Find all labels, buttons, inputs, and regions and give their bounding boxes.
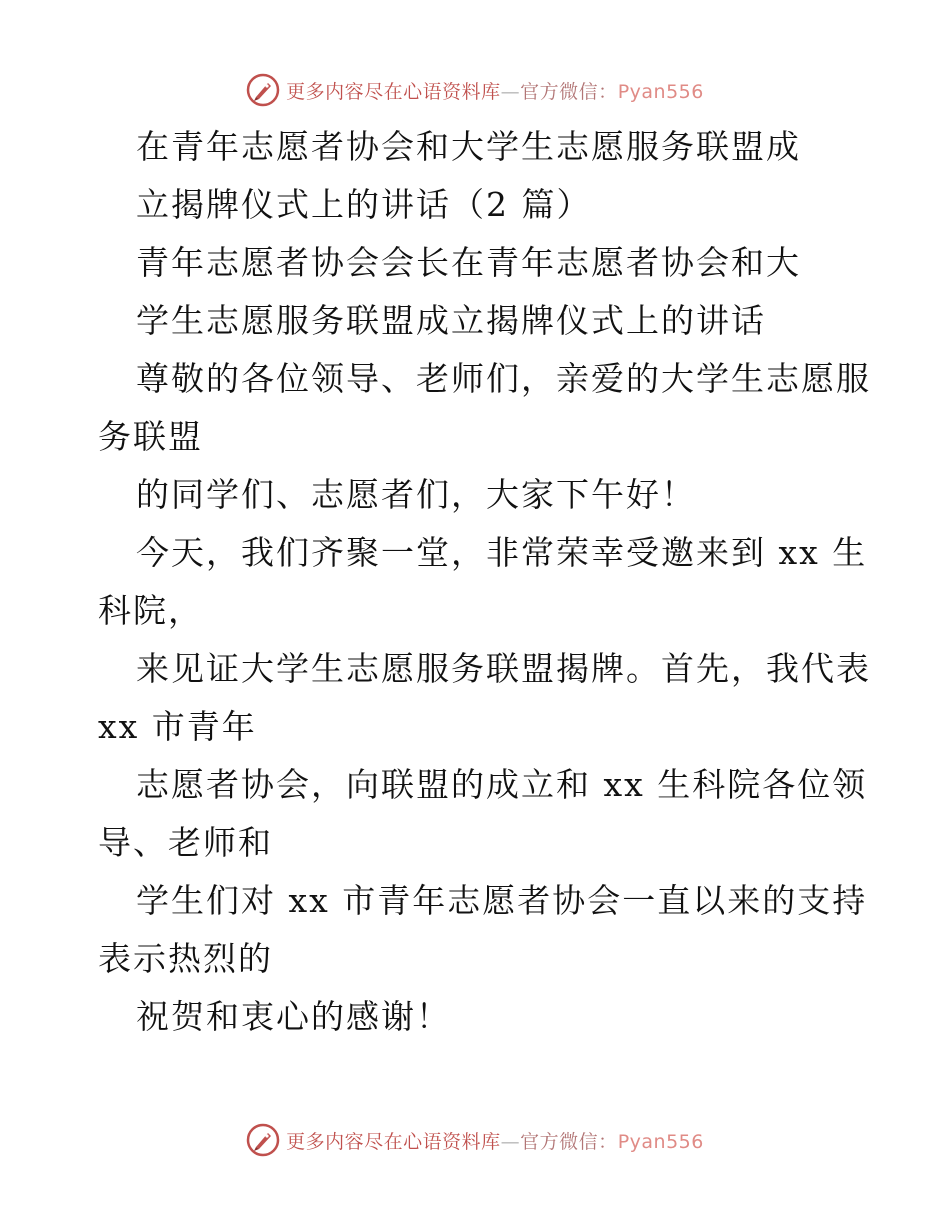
- header-watermark: [0, 70, 950, 110]
- paragraph-line: 志愿者协会，向联盟的成立和 xx 生科院各位领: [136, 765, 868, 804]
- footer-watermark: [0, 1120, 950, 1160]
- paragraph-line: 的同学们、志愿者们，大家下午好！: [136, 475, 696, 514]
- subtitle-line-1: 青年志愿者协会会长在青年志愿者协会和大: [136, 243, 801, 282]
- paragraph-line: 表示热烈的: [98, 939, 273, 978]
- pen-nib-logo-icon: [246, 1123, 280, 1157]
- paragraph-line: 学生们对 xx 市青年志愿者协会一直以来的支持: [136, 881, 868, 920]
- paragraph-line: 务联盟: [98, 417, 203, 456]
- paragraph-line: 导、老师和: [98, 823, 273, 862]
- pen-nib-logo-icon: [246, 73, 280, 107]
- subtitle-line-2: 学生志愿服务联盟成立揭牌仪式上的讲话: [136, 301, 766, 340]
- title-line-2: 立揭牌仪式上的讲话（2 篇）: [136, 185, 592, 224]
- watermark-text: 更多内容尽在心语资料库—官方微信：Pyan556: [286, 1130, 704, 1153]
- watermark-text: 更多内容尽在心语资料库—官方微信：Pyan556: [286, 80, 704, 103]
- paragraph-line: xx 市青年: [98, 707, 257, 746]
- paragraph-line: 今天，我们齐聚一堂，非常荣幸受邀来到 xx 生: [136, 533, 868, 572]
- paragraph-line: 科院，: [98, 591, 203, 630]
- paragraph-line: 尊敬的各位领导、老师们，亲爱的大学生志愿服: [136, 359, 871, 398]
- paragraph-line: 来见证大学生志愿服务联盟揭牌。首先，我代表: [136, 649, 871, 688]
- title-line-1: 在青年志愿者协会和大学生志愿服务联盟成: [136, 127, 801, 166]
- paragraph-line: 祝贺和衷心的感谢！: [136, 997, 451, 1036]
